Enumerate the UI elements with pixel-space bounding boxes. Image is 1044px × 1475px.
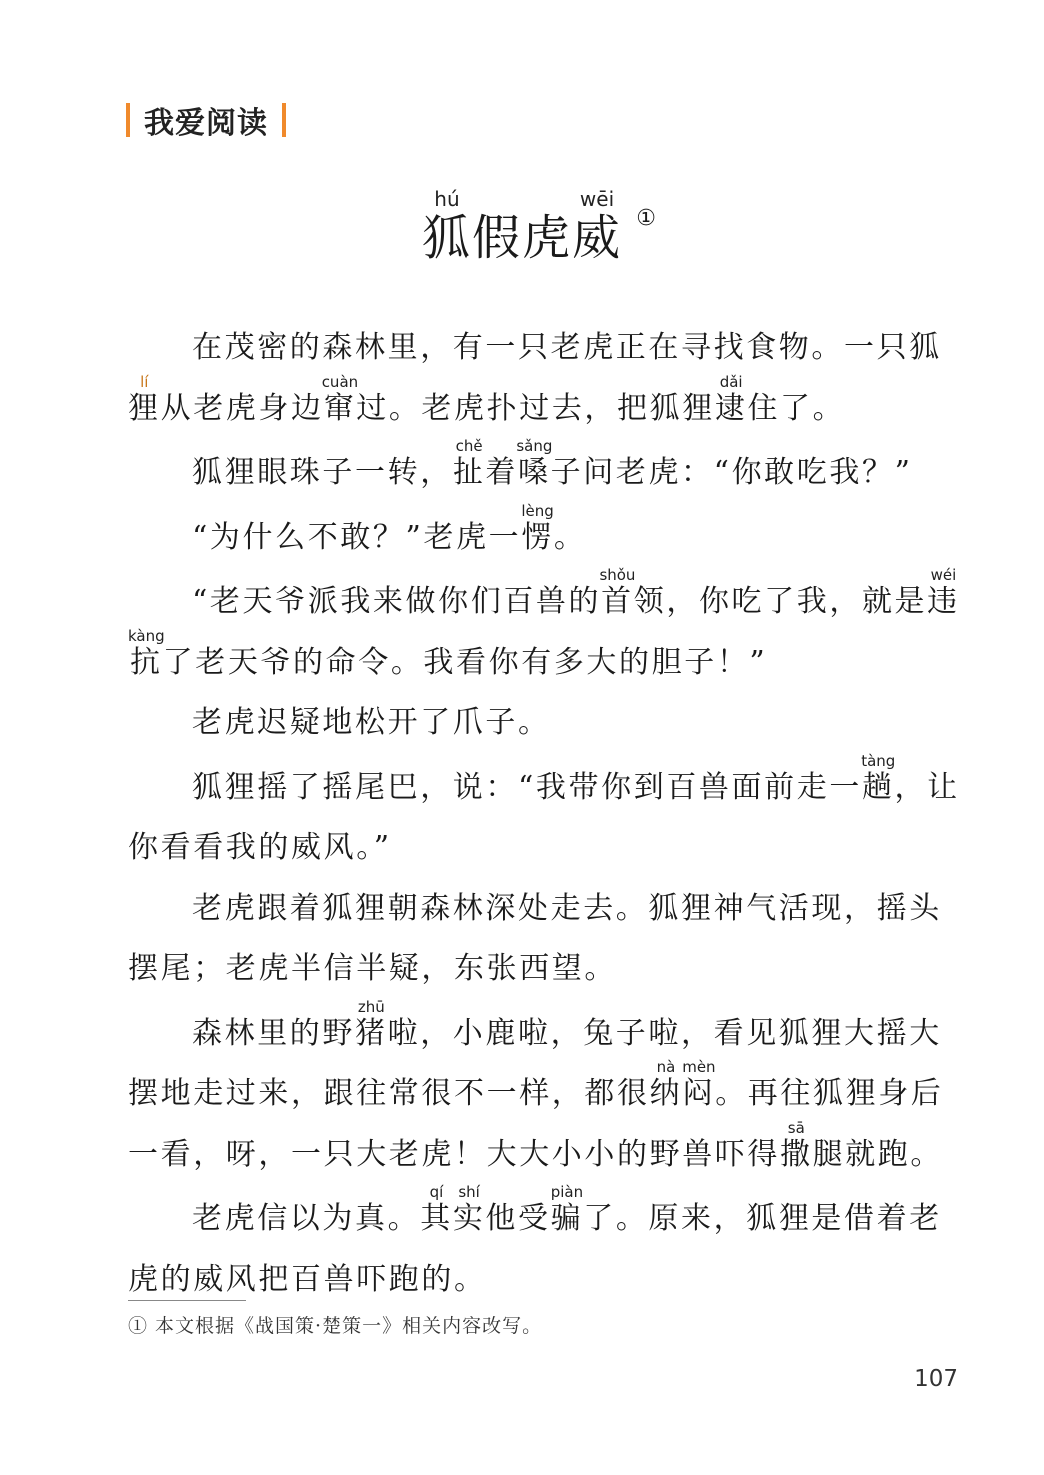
- text-run: 了。原来，狐狸是借着老虎的威风把百兽吓跑的。: [128, 1201, 942, 1297]
- story-title: [421, 187, 659, 268]
- pinyin: kàng: [128, 626, 165, 645]
- pinyin: qí: [420, 1183, 453, 1201]
- pinyin: wēi: [572, 187, 623, 211]
- text-run: 狐狸眼珠子一转，: [192, 455, 453, 490]
- annotated-char: 撒sā: [780, 1118, 813, 1172]
- text-run: 了老天爷的命令。我看你有多大的胆子！”: [162, 644, 768, 680]
- text-run: ，让你看看我的威风。”: [128, 769, 960, 865]
- page-number: 107: [914, 1366, 958, 1392]
- pinyin: [522, 187, 572, 211]
- annotated-char: 实shí: [452, 1183, 486, 1236]
- section-bar-left: [126, 103, 130, 137]
- text-run: 。再往狐狸身后一看，呀，一只大老虎！大大小小的野兽吓得: [128, 1076, 944, 1172]
- pinyin: hú: [421, 187, 472, 211]
- pinyin: chě: [452, 437, 486, 455]
- annotated-char: 猪zhū: [355, 997, 388, 1051]
- annotated-char: 违wéi: [927, 566, 960, 619]
- pinyin: [472, 187, 522, 211]
- annotated-char: 虎: [522, 210, 572, 266]
- text-run: 过。老虎扑过去，把狐狸: [356, 390, 715, 426]
- pinyin: cuàn: [321, 372, 359, 391]
- text-run: 啦，小鹿啦，兔子啦，看见狐狸大摇大摆地走过来，跟往常很不一样，都很: [128, 1015, 942, 1111]
- pinyin: mèn: [682, 1058, 716, 1076]
- annotated-char: 其qí: [420, 1183, 453, 1236]
- pinyin: zhū: [355, 997, 388, 1016]
- title-area: [0, 187, 1044, 268]
- paragraph: [128, 693, 960, 754]
- annotated-char: 抗kàng: [128, 626, 165, 680]
- annotated-char: 闷mèn: [682, 1058, 716, 1111]
- paragraph: [128, 501, 960, 569]
- section-label: [126, 101, 286, 139]
- annotated-char: 首shǒu: [599, 566, 636, 619]
- annotated-char: 窜cuàn: [321, 372, 359, 426]
- pinyin: wéi: [927, 566, 960, 584]
- annotated-char: 狐hú: [421, 187, 472, 266]
- footnote: ① 本文根据《战国策·楚策一》相关内容改写。: [128, 1315, 543, 1337]
- text-run: 住了。: [747, 390, 846, 426]
- section-bar-right: [282, 103, 286, 137]
- pinyin: nà: [649, 1058, 683, 1076]
- annotated-char: 纳nà: [649, 1058, 683, 1111]
- text-run: 老虎跟着狐狸朝森林深处走去。狐狸神气活现，摇头摆尾；老虎半信半疑，东张西望。: [128, 890, 942, 986]
- pinyin: shí: [452, 1183, 486, 1201]
- story-body: [128, 318, 960, 1310]
- text-run: 从老虎身边: [160, 390, 324, 426]
- pinyin: sā: [780, 1118, 813, 1137]
- pinyin: sǎng: [516, 437, 553, 455]
- text-run: 森林里的野: [192, 1015, 355, 1051]
- annotated-char: 愣lèng: [521, 501, 554, 555]
- pinyin: shǒu: [599, 566, 636, 584]
- pinyin: tàng: [861, 751, 896, 770]
- text-run: 他受: [485, 1201, 551, 1236]
- paragraph: [128, 751, 960, 879]
- text-run: 。: [553, 519, 587, 555]
- text-run: 老虎信以为真。: [192, 1201, 421, 1236]
- text-run: 着: [485, 455, 519, 490]
- paragraph: [128, 997, 960, 1186]
- text-run: “老天爷派我来做你们百兽的: [192, 584, 602, 619]
- section-label-text: 我爱阅读: [144, 106, 268, 141]
- text-run: 狐狸摇了摇尾巴，说：“我带你到百兽面前走一: [192, 769, 862, 805]
- text-run: 子问老虎：“你敢吃我？”: [550, 455, 913, 490]
- annotated-char: 假: [472, 210, 522, 266]
- footnote-marker: ①: [636, 206, 659, 231]
- footnote-divider: [128, 1300, 246, 1301]
- pinyin: lí: [128, 372, 161, 391]
- text-run: 领，你吃了我，就是: [633, 584, 928, 619]
- text-run: 在茂密的森林里，有一只老虎正在寻找食物。一只狐: [192, 330, 942, 365]
- paragraph: [128, 1185, 960, 1310]
- annotated-char: 狸lí: [128, 372, 161, 426]
- annotated-char: 威wēi: [572, 187, 623, 266]
- pinyin: piàn: [550, 1183, 584, 1201]
- paragraph: [128, 568, 960, 693]
- paragraph: [128, 879, 960, 1000]
- paragraph: [128, 439, 960, 504]
- pinyin: dǎi: [714, 372, 748, 391]
- text-run: 腿就跑。: [812, 1136, 944, 1172]
- annotated-char: 扯chě: [452, 437, 486, 490]
- paragraph: [128, 318, 960, 439]
- annotated-char: 趟tàng: [861, 751, 896, 805]
- annotated-char: 嗓sǎng: [516, 437, 553, 490]
- annotated-char: 骗piàn: [550, 1183, 584, 1236]
- annotated-char: 逮dǎi: [714, 372, 748, 426]
- text-run: “为什么不敢？”老虎一: [192, 519, 522, 555]
- pinyin: lèng: [521, 501, 554, 520]
- text-run: 老虎迟疑地松开了爪子。: [192, 705, 551, 740]
